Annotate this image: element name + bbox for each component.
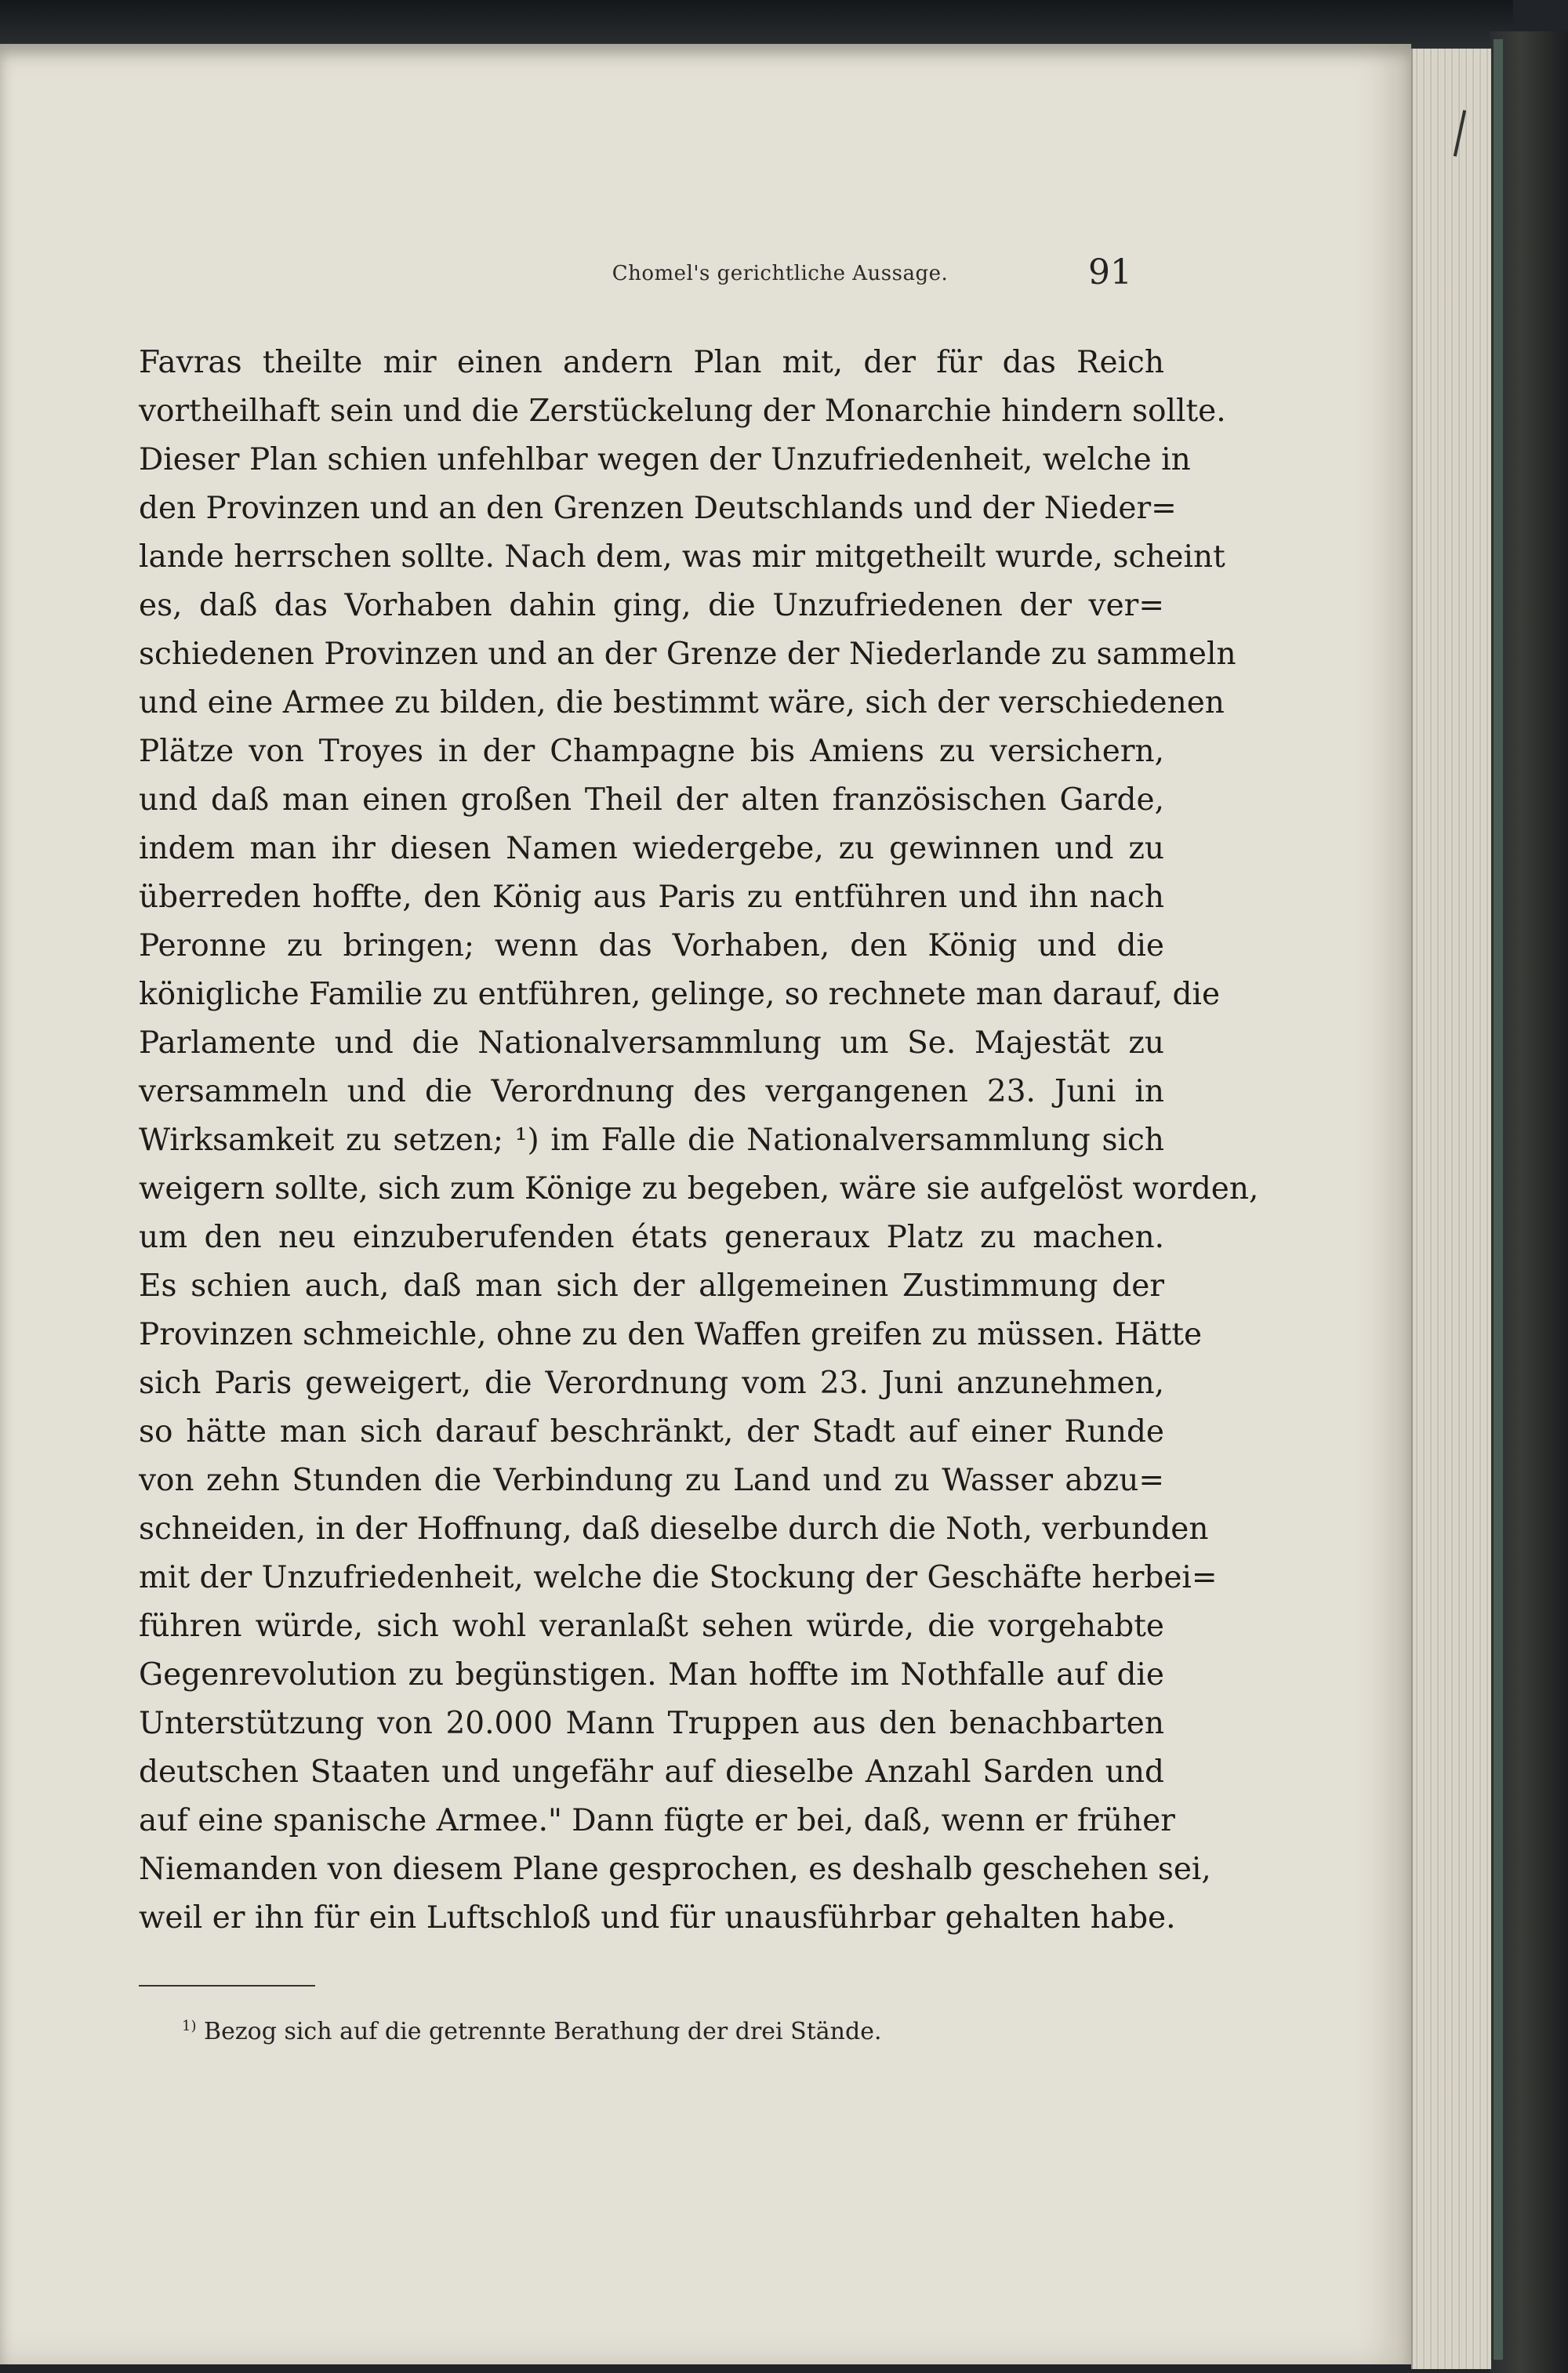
text-line: den Provinzen und an den Grenzen Deutschlands und der Nieder=	[139, 491, 1177, 526]
text-line: auf eine spanische Armee." Dann fügte er bei, daß, wenn er früher	[139, 1803, 1175, 1838]
text-line: deutschen Staaten und ungefähr auf dieselbe Anzahl Sarden und	[139, 1754, 1164, 1790]
text-line: Niemanden von diesem Plane gesprochen, es deshalb geschehen sei,	[139, 1852, 1211, 1887]
footnote-marker: 1)	[182, 2018, 197, 2034]
running-header-title: Chomel's gerichtliche Aussage.	[612, 262, 949, 285]
text-line: so hätte man sich darauf beschränkt, der Stadt auf einer Runde	[139, 1414, 1164, 1450]
text-line: es, daß das Vorhaben dahin ging, die Unzufriedenen der ver=	[139, 588, 1164, 623]
text-line: sich Paris geweigert, die Verordnung vom 23. Juni anzunehmen,	[139, 1366, 1164, 1401]
text-line: Gegenrevolution zu begünstigen. Man hoffte im Nothfalle auf die	[139, 1657, 1164, 1693]
text-line: und daß man einen großen Theil der alten französischen Garde,	[139, 782, 1164, 818]
text-line: Unterstützung von 20.000 Mann Truppen aus den benachbarten	[139, 1706, 1164, 1741]
text-line: führen würde, sich wohl veranlaßt sehen würde, die vorgehabte	[139, 1609, 1164, 1644]
text-line: indem man ihr diesen Namen wiedergebe, zu gewinnen und zu	[139, 831, 1164, 866]
text-line: Es schien auch, daß man sich der allgemeinen Zustimmung der	[139, 1268, 1164, 1304]
text-line: weil er ihn für ein Luftschloß und für unausführbar gehalten habe.	[139, 1900, 1176, 1936]
text-line: lande herrschen sollte. Nach dem, was mir mitgetheilt wurde, scheint	[139, 539, 1225, 575]
footnote-divider	[139, 1985, 315, 1987]
text-line: vortheilhaft sein und die Zerstückelung der Monarchie hindern sollte.	[139, 394, 1226, 429]
text-line: versammeln und die Verordnung des vergangenen 23. Juni in	[139, 1074, 1164, 1109]
text-line: schiedenen Provinzen und an der Grenze der Niederlande zu sammeln	[139, 637, 1236, 672]
text-line: Peronne zu bringen; wenn das Vorhaben, den König und die	[139, 928, 1164, 963]
text-line: und eine Armee zu bilden, die bestimmt wäre, sich der verschiedenen	[139, 685, 1225, 720]
text-line: mit der Unzufriedenheit, welche die Stockung der Geschäfte herbei=	[139, 1560, 1218, 1595]
text-line: Dieser Plan schien unfehlbar wegen der Unzufriedenheit, welche in	[139, 442, 1191, 477]
text-line: von zehn Stunden die Verbindung zu Land und zu Wasser abzu=	[139, 1463, 1164, 1498]
text-line: Plätze von Troyes in der Champagne bis Amiens zu versichern,	[139, 734, 1164, 769]
text-line: überreden hoffte, den König aus Paris zu entführen und ihn nach	[139, 880, 1164, 915]
book-cover-strip	[1494, 39, 1503, 2360]
body-text	[139, 339, 1259, 1943]
text-line: Wirksamkeit zu setzen; ¹) im Falle die Nationalversammlung sich	[139, 1123, 1164, 1158]
text-line: Provinzen schmeichle, ohne zu den Waffen greifen zu müssen. Hätte	[139, 1317, 1203, 1352]
text-line: Parlamente und die Nationalversammlung um Se. Majestät zu	[139, 1025, 1164, 1061]
text-line: Favras theilte mir einen andern Plan mit, der für das Reich	[139, 345, 1164, 380]
text-line: weigern sollte, sich zum Könige zu begeben, wäre sie aufgelöst worden,	[139, 1171, 1259, 1206]
page-stack-edges	[1411, 49, 1491, 2369]
text-line: schneiden, in der Hoffnung, daß dieselbe durch die Noth, verbunden	[139, 1511, 1209, 1547]
footnote-text: Bezog sich auf die getrennte Berathung der drei Stände.	[204, 2018, 882, 2045]
text-line: königliche Familie zu entführen, gelinge, so rechnete man darauf, die	[139, 977, 1221, 1012]
footnote	[182, 2018, 881, 2045]
text-line: um den neu einzuberufenden états generaux Platz zu machen.	[139, 1220, 1164, 1255]
scan-top-shadow	[0, 0, 1513, 49]
page-number: 91	[1088, 252, 1132, 292]
